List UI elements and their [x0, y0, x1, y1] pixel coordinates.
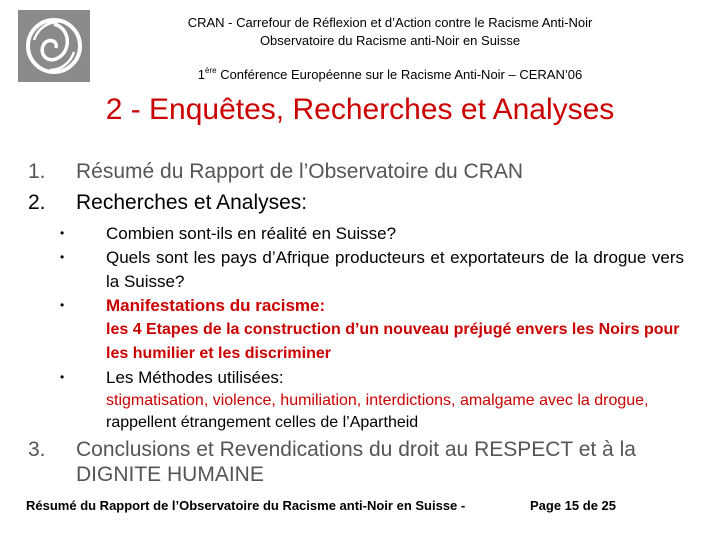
footer-report-title: Résumé du Rapport de l’Observatoire du Racisme anti-Noir en Suisse - [26, 498, 466, 513]
bullet-icon: • [60, 298, 65, 312]
header-conference [100, 66, 680, 82]
bullet-3 [106, 294, 684, 366]
bullet-icon: • [60, 250, 65, 264]
bullet-4 [106, 366, 684, 434]
bullet-1-text: Combien sont-ils en réalité en Suisse? [106, 224, 397, 243]
section-1-text: Résumé du Rapport de l’Observatoire du CRAN [76, 160, 524, 183]
bullet-4-red-text: stigmatisation, violence, humiliation, interdictions, amalgame avec la drogue, [106, 392, 649, 409]
bullet-3-body: les 4 Etapes de la construction d’un nouveau préjugé envers les Noirs pour les humilier et les discriminer [106, 321, 680, 362]
bullet-4-black-text: rappellent étrangement celles de l’Apartheid [106, 414, 419, 431]
bullet-3-heading: Manifestations du racisme: [106, 296, 326, 315]
slide-title: 2 - Enquêtes, Recherches et Analyses [105, 93, 615, 126]
section-1-number: 1. [28, 160, 46, 183]
bullet-2-text: Quels sont les pays d’Afrique producteurs et exportateurs de la drogue vers la Suisse? [106, 248, 684, 291]
footer-page-number: Page 15 de 25 [530, 498, 616, 513]
header-org-name: CRAN - Carrefour de Réflexion et d’Action contre le Racisme Anti-Noir [187, 15, 593, 30]
bullet-4-heading: Les Méthodes utilisées: [106, 368, 284, 387]
section-2-text: Recherches et Analyses: [76, 191, 308, 214]
section-3-number: 3. [28, 438, 46, 461]
section-2-number: 2. [28, 191, 46, 214]
bullet-icon: • [60, 370, 65, 384]
conference-superscript: ère [205, 66, 217, 75]
bullet-icon: • [60, 226, 65, 240]
cran-logo [18, 10, 90, 82]
conference-number: 1 [197, 67, 206, 82]
section-3-text: Conclusions et Revendications du droit au RESPECT et à la DIGNITE HUMAINE [76, 438, 636, 486]
conference-text: Conférence Européenne sur le Racisme Anti-Noir – CERAN’06 [216, 67, 583, 82]
header-observatory: Observatoire du Racisme anti-Noir en Suisse [259, 33, 521, 48]
bullet-4-body [106, 390, 684, 434]
